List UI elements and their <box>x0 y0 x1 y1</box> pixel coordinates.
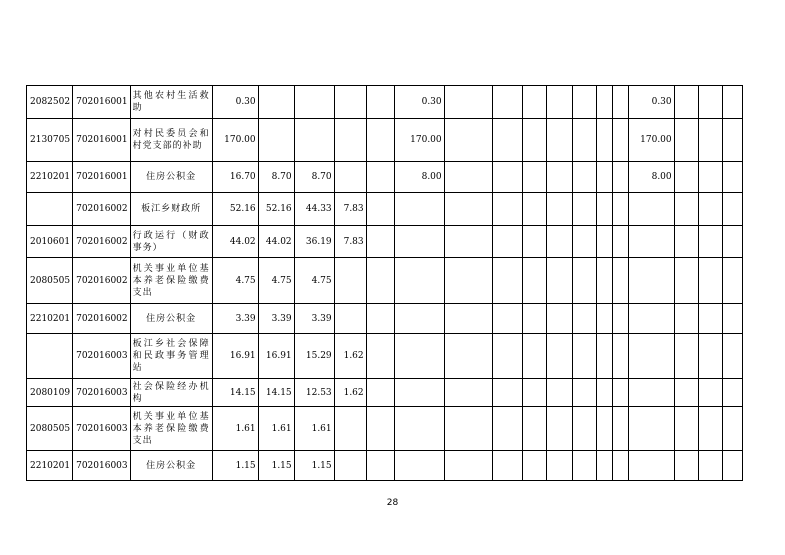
amount-cell: 1.15 <box>258 451 294 481</box>
amount-cell <box>334 258 366 304</box>
amount-cell <box>444 258 492 304</box>
amount-cell <box>722 162 742 193</box>
amount-cell: 52.16 <box>258 193 294 226</box>
amount-cell <box>722 193 742 226</box>
amount-cell <box>522 258 546 304</box>
amount-cell <box>334 86 366 119</box>
amount-cell <box>628 226 674 258</box>
amount-cell <box>612 334 628 379</box>
item-name-cell: 住房公积金 <box>130 304 212 334</box>
amount-cell <box>674 226 698 258</box>
amount-cell <box>492 162 522 193</box>
amount-cell: 1.15 <box>294 451 334 481</box>
amount-cell <box>572 86 596 119</box>
amount-cell: 8.00 <box>628 162 674 193</box>
amount-cell <box>572 193 596 226</box>
subject-code-cell: 2210201 <box>27 304 73 334</box>
amount-cell: 16.91 <box>212 334 258 379</box>
amount-cell <box>698 407 722 451</box>
amount-cell <box>366 119 394 162</box>
amount-cell <box>546 193 572 226</box>
amount-cell: 14.15 <box>258 379 294 407</box>
subject-code-cell <box>27 193 73 226</box>
amount-cell <box>444 193 492 226</box>
amount-cell <box>366 86 394 119</box>
amount-cell <box>258 119 294 162</box>
amount-cell <box>612 304 628 334</box>
amount-cell <box>674 304 698 334</box>
subject-code-cell: 2010601 <box>27 226 73 258</box>
amount-cell <box>698 304 722 334</box>
amount-cell: 44.33 <box>294 193 334 226</box>
table-row <box>27 334 743 379</box>
amount-cell: 8.70 <box>258 162 294 193</box>
subject-code-cell: 2210201 <box>27 162 73 193</box>
amount-cell: 170.00 <box>628 119 674 162</box>
unit-code-cell: 702016003 <box>73 334 131 379</box>
amount-cell <box>444 407 492 451</box>
amount-cell <box>522 86 546 119</box>
amount-cell <box>366 162 394 193</box>
amount-cell <box>394 258 444 304</box>
amount-cell: 170.00 <box>212 119 258 162</box>
subject-code-cell: 2130705 <box>27 119 73 162</box>
amount-cell <box>546 407 572 451</box>
amount-cell <box>722 379 742 407</box>
amount-cell <box>444 451 492 481</box>
amount-cell: 14.15 <box>212 379 258 407</box>
amount-cell <box>492 304 522 334</box>
amount-cell: 0.30 <box>212 86 258 119</box>
subject-code-cell: 2210201 <box>27 451 73 481</box>
table-row <box>27 304 743 334</box>
amount-cell <box>444 162 492 193</box>
amount-cell: 4.75 <box>258 258 294 304</box>
amount-cell <box>572 407 596 451</box>
amount-cell <box>572 258 596 304</box>
amount-cell <box>394 334 444 379</box>
amount-cell <box>522 334 546 379</box>
subject-code-cell: 2082502 <box>27 86 73 119</box>
unit-code-cell: 702016003 <box>73 407 131 451</box>
unit-code-cell: 702016001 <box>73 119 131 162</box>
amount-cell <box>394 226 444 258</box>
amount-cell <box>628 334 674 379</box>
subject-code-cell: 2080505 <box>27 407 73 451</box>
amount-cell <box>334 407 366 451</box>
amount-cell <box>596 304 612 334</box>
table-row <box>27 119 743 162</box>
amount-cell <box>698 451 722 481</box>
amount-cell <box>722 407 742 451</box>
amount-cell <box>546 86 572 119</box>
unit-code-cell: 702016001 <box>73 162 131 193</box>
amount-cell <box>334 304 366 334</box>
amount-cell <box>596 162 612 193</box>
amount-cell <box>394 451 444 481</box>
amount-cell <box>492 451 522 481</box>
amount-cell: 170.00 <box>394 119 444 162</box>
amount-cell <box>522 193 546 226</box>
item-name-cell: 其他农村生活救助 <box>130 86 212 119</box>
amount-cell: 4.75 <box>294 258 334 304</box>
amount-cell <box>612 193 628 226</box>
amount-cell <box>628 379 674 407</box>
amount-cell <box>596 407 612 451</box>
item-name-cell: 对村民委员会和村党支部的补助 <box>130 119 212 162</box>
amount-cell <box>522 119 546 162</box>
amount-cell <box>612 86 628 119</box>
amount-cell: 15.29 <box>294 334 334 379</box>
amount-cell <box>698 226 722 258</box>
amount-cell <box>546 162 572 193</box>
amount-cell: 1.61 <box>258 407 294 451</box>
unit-code-cell: 702016002 <box>73 304 131 334</box>
amount-cell <box>674 407 698 451</box>
amount-cell <box>698 162 722 193</box>
amount-cell <box>492 334 522 379</box>
amount-cell <box>492 407 522 451</box>
amount-cell: 36.19 <box>294 226 334 258</box>
amount-cell <box>366 193 394 226</box>
amount-cell <box>546 451 572 481</box>
amount-cell <box>628 407 674 451</box>
amount-cell <box>492 258 522 304</box>
amount-cell <box>522 162 546 193</box>
amount-cell: 4.75 <box>212 258 258 304</box>
amount-cell <box>674 193 698 226</box>
amount-cell <box>444 304 492 334</box>
amount-cell: 0.30 <box>394 86 444 119</box>
amount-cell <box>596 258 612 304</box>
amount-cell <box>334 119 366 162</box>
amount-cell: 3.39 <box>258 304 294 334</box>
amount-cell: 1.61 <box>294 407 334 451</box>
amount-cell <box>492 193 522 226</box>
table-row <box>27 86 743 119</box>
amount-cell <box>546 226 572 258</box>
amount-cell <box>334 451 366 481</box>
subject-code-cell: 2080109 <box>27 379 73 407</box>
table-row <box>27 193 743 226</box>
amount-cell <box>596 334 612 379</box>
amount-cell <box>572 226 596 258</box>
amount-cell <box>612 451 628 481</box>
unit-code-cell: 702016002 <box>73 193 131 226</box>
amount-cell <box>572 451 596 481</box>
item-name-cell: 板江乡社会保障和民政事务管理站 <box>130 334 212 379</box>
unit-code-cell: 702016001 <box>73 86 131 119</box>
amount-cell <box>628 193 674 226</box>
amount-cell <box>698 119 722 162</box>
amount-cell: 8.70 <box>294 162 334 193</box>
amount-cell: 44.02 <box>258 226 294 258</box>
amount-cell <box>366 407 394 451</box>
amount-cell <box>572 379 596 407</box>
amount-cell: 1.61 <box>212 407 258 451</box>
amount-cell <box>698 258 722 304</box>
amount-cell <box>572 304 596 334</box>
amount-cell <box>258 86 294 119</box>
amount-cell: 12.53 <box>294 379 334 407</box>
amount-cell <box>444 379 492 407</box>
unit-code-cell: 702016002 <box>73 226 131 258</box>
amount-cell: 16.91 <box>258 334 294 379</box>
amount-cell: 1.62 <box>334 334 366 379</box>
amount-cell <box>596 451 612 481</box>
amount-cell <box>628 258 674 304</box>
amount-cell: 52.16 <box>212 193 258 226</box>
amount-cell <box>674 162 698 193</box>
amount-cell <box>628 451 674 481</box>
amount-cell <box>522 304 546 334</box>
amount-cell <box>674 451 698 481</box>
amount-cell <box>444 119 492 162</box>
amount-cell: 16.70 <box>212 162 258 193</box>
unit-code-cell: 702016002 <box>73 258 131 304</box>
amount-cell <box>698 193 722 226</box>
amount-cell <box>394 407 444 451</box>
amount-cell <box>572 119 596 162</box>
amount-cell <box>546 379 572 407</box>
amount-cell <box>674 119 698 162</box>
item-name-cell: 板江乡财政所 <box>130 193 212 226</box>
amount-cell <box>334 162 366 193</box>
item-name-cell: 机关事业单位基本养老保险缴费支出 <box>130 258 212 304</box>
amount-cell <box>492 119 522 162</box>
subject-code-cell <box>27 334 73 379</box>
amount-cell: 1.15 <box>212 451 258 481</box>
amount-cell <box>546 258 572 304</box>
unit-code-cell: 702016003 <box>73 379 131 407</box>
amount-cell <box>612 379 628 407</box>
amount-cell <box>444 86 492 119</box>
item-name-cell: 机关事业单位基本养老保险缴费支出 <box>130 407 212 451</box>
amount-cell <box>366 226 394 258</box>
amount-cell <box>366 304 394 334</box>
table-row <box>27 451 743 481</box>
amount-cell <box>522 226 546 258</box>
table-row <box>27 162 743 193</box>
amount-cell <box>546 304 572 334</box>
amount-cell <box>596 86 612 119</box>
amount-cell <box>572 334 596 379</box>
amount-cell <box>612 162 628 193</box>
amount-cell <box>366 451 394 481</box>
subject-code-cell: 2080505 <box>27 258 73 304</box>
amount-cell <box>612 226 628 258</box>
amount-cell: 3.39 <box>212 304 258 334</box>
amount-cell <box>698 379 722 407</box>
item-name-cell: 行政运行（财政事务） <box>130 226 212 258</box>
amount-cell <box>596 119 612 162</box>
amount-cell <box>394 379 444 407</box>
item-name-cell: 社会保险经办机构 <box>130 379 212 407</box>
page-number: 28 <box>386 498 399 508</box>
amount-cell <box>596 193 612 226</box>
amount-cell <box>522 451 546 481</box>
amount-cell <box>492 379 522 407</box>
amount-cell <box>722 258 742 304</box>
amount-cell <box>612 119 628 162</box>
amount-cell <box>294 119 334 162</box>
amount-cell <box>698 334 722 379</box>
table-row <box>27 407 743 451</box>
amount-cell <box>674 334 698 379</box>
table-row <box>27 226 743 258</box>
amount-cell <box>492 86 522 119</box>
amount-cell <box>596 379 612 407</box>
amount-cell <box>394 193 444 226</box>
amount-cell <box>722 304 742 334</box>
amount-cell <box>546 119 572 162</box>
table-row <box>27 379 743 407</box>
amount-cell <box>674 379 698 407</box>
amount-cell <box>674 258 698 304</box>
amount-cell <box>366 379 394 407</box>
amount-cell <box>612 407 628 451</box>
amount-cell <box>366 258 394 304</box>
amount-cell <box>294 86 334 119</box>
amount-cell <box>628 304 674 334</box>
amount-cell <box>596 226 612 258</box>
amount-cell <box>612 258 628 304</box>
amount-cell: 7.83 <box>334 193 366 226</box>
amount-cell <box>366 334 394 379</box>
amount-cell <box>722 226 742 258</box>
amount-cell <box>722 451 742 481</box>
amount-cell <box>722 119 742 162</box>
amount-cell: 8.00 <box>394 162 444 193</box>
item-name-cell: 住房公积金 <box>130 451 212 481</box>
amount-cell <box>674 86 698 119</box>
amount-cell <box>722 334 742 379</box>
amount-cell <box>546 334 572 379</box>
amount-cell <box>572 162 596 193</box>
item-name-cell: 住房公积金 <box>130 162 212 193</box>
amount-cell <box>698 86 722 119</box>
amount-cell: 44.02 <box>212 226 258 258</box>
amount-cell: 3.39 <box>294 304 334 334</box>
amount-cell <box>522 379 546 407</box>
amount-cell: 1.62 <box>334 379 366 407</box>
amount-cell <box>722 86 742 119</box>
amount-cell: 7.83 <box>334 226 366 258</box>
amount-cell: 0.30 <box>628 86 674 119</box>
unit-code-cell: 702016003 <box>73 451 131 481</box>
amount-cell <box>394 304 444 334</box>
amount-cell <box>492 226 522 258</box>
budget-table <box>26 85 743 481</box>
amount-cell <box>444 334 492 379</box>
table-row <box>27 258 743 304</box>
amount-cell <box>444 226 492 258</box>
amount-cell <box>522 407 546 451</box>
